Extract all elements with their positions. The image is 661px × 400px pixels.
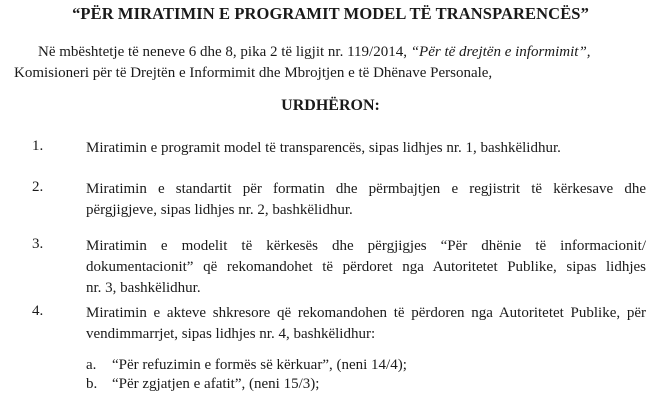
section-heading: URDHËRON: bbox=[281, 97, 380, 114]
list-item-line: nr. 3, bashkëlidhur. bbox=[86, 280, 201, 296]
sub-list-item-text: “Për zgjatjen e afatit”, (neni 15/3); bbox=[112, 376, 320, 392]
sub-list-item-letter: a. bbox=[86, 357, 97, 373]
list-item-line: përgjigjeve, sipas lidhjes nr. 2, bashkëlidhur. bbox=[86, 202, 353, 218]
list-item-text bbox=[86, 236, 646, 299]
list-item-text bbox=[86, 179, 646, 221]
list-item-number: 2. bbox=[32, 179, 44, 195]
law-title-italic: “Për të drejtën e informimit”, bbox=[410, 44, 591, 60]
list-item-line: Miratimin e modelit të kërkesës dhe përgjigjes “Për dhënie të informacionit/ bbox=[86, 238, 646, 254]
sub-list-item-text: “Për refuzimin e formës së kërkuar”, (neni 14/4); bbox=[112, 357, 407, 373]
document-title: “PËR MIRATIMIN E PROGRAMIT MODEL TË TRANSPARENCËS” bbox=[72, 4, 589, 23]
list-item-number: 3. bbox=[32, 236, 44, 252]
list-item-line: Miratimin e programit model të transparencës, sipas lidhjes nr. 1, bashkëlidhur. bbox=[86, 140, 561, 156]
sub-list-item-letter: b. bbox=[86, 376, 98, 392]
list-item-line: Miratimin e standartit për formatin dhe përmbajtjen e regjistrit të kërkesave dhe bbox=[86, 181, 646, 197]
list-item-line: dokumentacionit” që rekomandohet të përdoret nga Autoritetet Publike, sipas lidhjes bbox=[86, 259, 646, 275]
list-item-text bbox=[86, 138, 646, 159]
list-item-number: 1. bbox=[32, 138, 44, 154]
intro-line-2: Komisioneri për të Drejtën e Informimit dhe Mbrojtjen e të Dhënave Personale, bbox=[14, 65, 493, 81]
cropped-next-line bbox=[86, 395, 606, 400]
list-item-number: 4. bbox=[32, 303, 44, 319]
intro-line-1-text: Në mbështetje të neneve 6 dhe 8, pika 2 të ligjit nr. 119/2014, bbox=[38, 44, 411, 60]
intro-line-1 bbox=[38, 44, 591, 61]
list-item-line: vendimmarrjet, sipas lidhjes nr. 4, bashkëlidhur: bbox=[86, 326, 376, 342]
list-item-text bbox=[86, 303, 646, 345]
list-item-line: Miratimin e akteve shkresore që rekomandohen të përdoren nga Autoritetet Publike, për bbox=[86, 305, 646, 321]
